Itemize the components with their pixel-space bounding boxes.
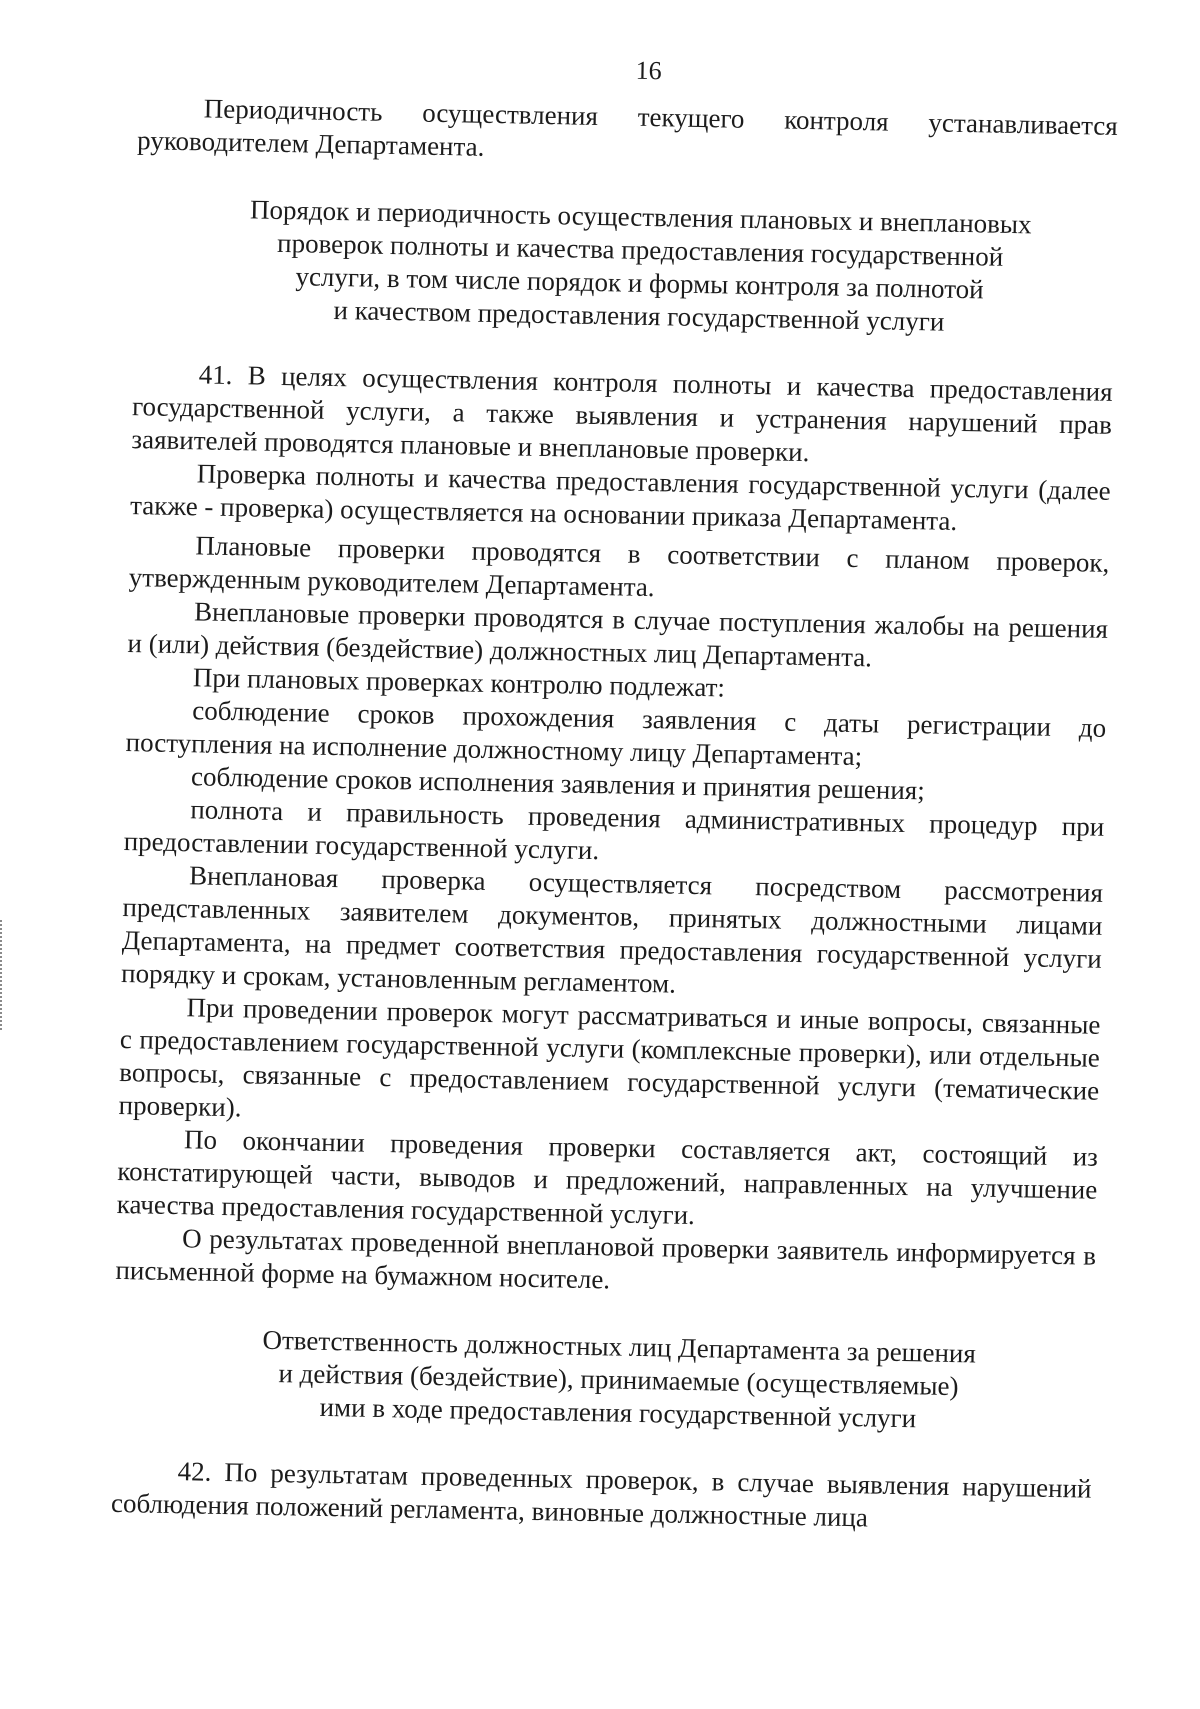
heading-line: Порядок и периодичность осуществления плановых и внеплановых	[249, 194, 1032, 240]
paragraph-42: 42. По результатам проведенных проверок, в случае выявления нарушений соблюдения положений регламента, виновные должностные лица	[110, 1456, 1092, 1533]
heading-line: ими в ходе предоставления государственной услуги	[319, 1391, 917, 1434]
heading-line: и качеством предоставления государственной услуги	[333, 294, 945, 337]
heading-line: проверок полноты и качества предоставления государственной	[276, 227, 1004, 272]
paragraph-inspection-basis: Проверка полноты и качества предоставления государственной услуги (далее также - проверка) осуществляется на основании приказа Департамента.	[129, 458, 1111, 536]
paragraph-control-periodicity: Периодичность осуществления текущего контроля устанавливается руководителем Департамента.	[136, 93, 1118, 162]
paragraph-inspection-act: По окончании проведения проверки составляется акт, состоящий из констатирующей части, выводов и предложений, направленных на улучшение качества предоставления государственной услуги.	[116, 1124, 1099, 1231]
paragraph-unplanned-method: Внеплановая проверка осуществляется посредством рассмотрения представленных заявителем документов, принятых должностными лицами Департамента, на предмет соответствия предоставления государственной услуги порядку и срокам, установленным регламентом.	[120, 860, 1104, 999]
paragraph-other-questions: При проведении проверок могут рассматриваться и иные вопросы, связанные с предоставлением государственной услуги (комплексные проверки), или отдельные вопросы, связанные с предоставлением государственной услуги (тематические проверки).	[118, 992, 1101, 1123]
heading-line: услуги, в том числе порядок и формы контроля за полнотой	[295, 261, 984, 305]
paragraph-planned-inspections: Плановые проверки проводятся в соответствии с планом проверок, утвержденным руководителем Департамента.	[128, 530, 1110, 603]
paragraph-unplanned-inspections: Внеплановые проверки проводятся в случае поступления жалобы на решения и (или) действия (бездействие) должностных лиц Департамента.	[127, 596, 1109, 673]
section-heading-inspections	[134, 191, 1116, 342]
list-item-registration-terms: соблюдение сроков прохождения заявления с даты регистрации до поступления на исполнение должностному лицу Департамента;	[125, 695, 1107, 772]
page-number: 16	[635, 55, 662, 86]
heading-line: Ответственность должностных лиц Департамента за решения	[262, 1324, 977, 1369]
paragraph-planned-subject: При плановых проверках контролю подлежат:	[192, 662, 726, 703]
heading-line: и действия (бездействие), принимаемые (осуществляемые)	[278, 1358, 959, 1402]
paragraph-41: 41. В целях осуществления контроля полноты и качества предоставления государственной услуги, а также выявления и устранения нарушений прав заявителей проводятся плановые и внеплановые проверки.	[131, 359, 1113, 468]
paragraph-applicant-notice: О результатах проведенной внеплановой проверки заявитель информируется в письменной форме на бумажном носителе.	[115, 1223, 1097, 1295]
list-item-decision-terms: соблюдение сроков исполнения заявления и принятия решения;	[190, 761, 926, 806]
list-item-procedures: полнота и правильность проведения административных процедур при предоставлении государственной услуги.	[123, 794, 1105, 866]
section-heading-responsibility	[113, 1321, 1095, 1439]
scan-edge-marks	[0, 920, 6, 1030]
